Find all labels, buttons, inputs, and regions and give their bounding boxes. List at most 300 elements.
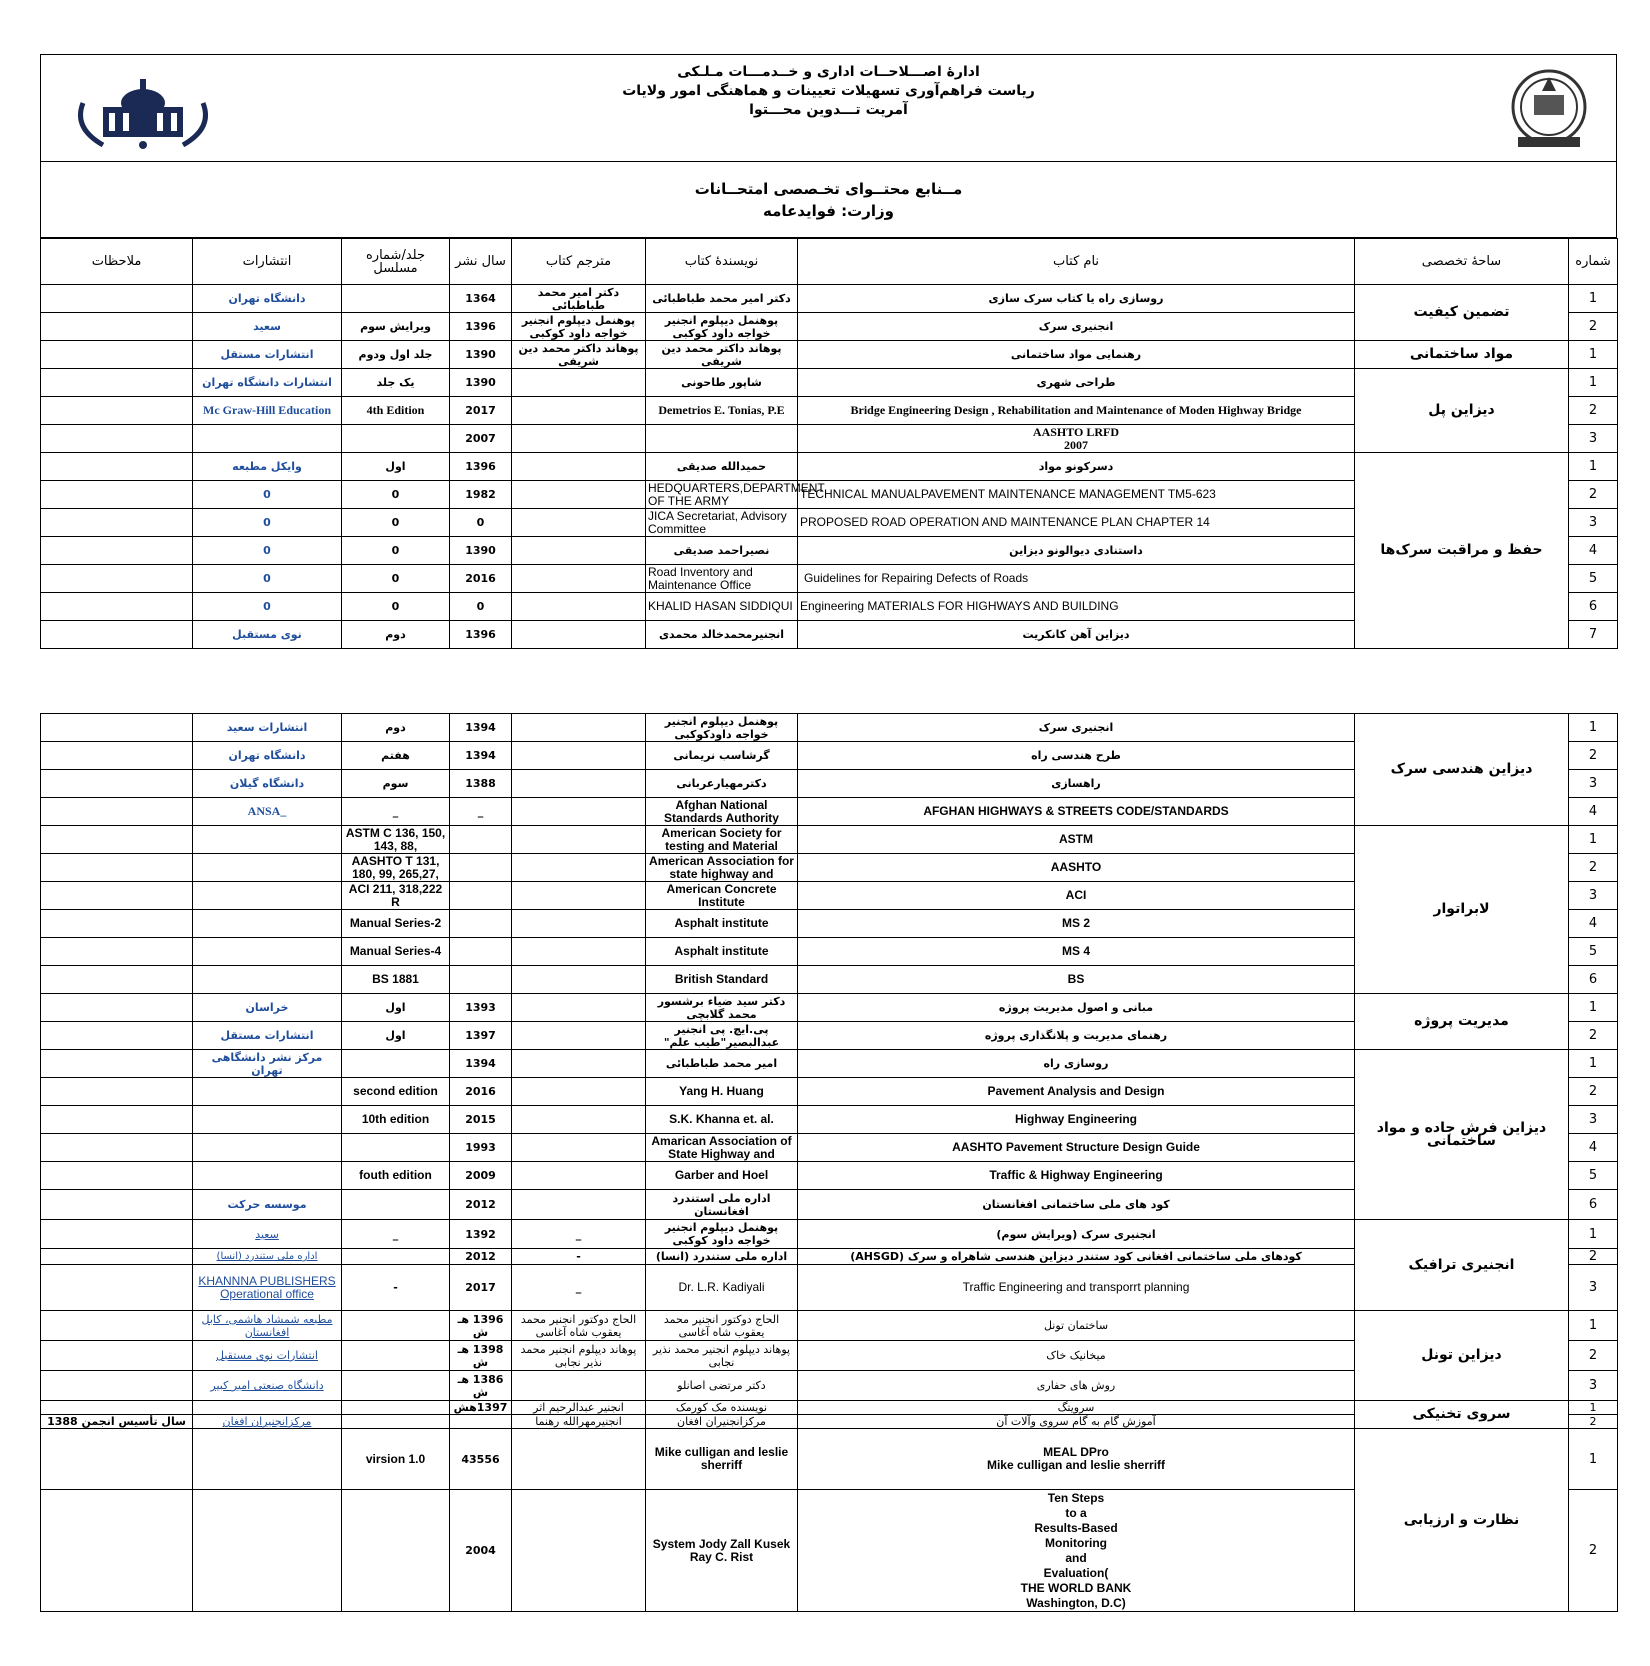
book-cell: میخانیک خاک <box>798 1341 1355 1371</box>
volume-cell: هفتم <box>342 742 450 770</box>
author-cell: اداره ملی استندرد افغانستان <box>646 1190 798 1220</box>
book-title-line: Ten Steps <box>1047 1490 1105 1505</box>
year-cell: 2016 <box>450 565 512 593</box>
publisher-cell: 0 <box>193 509 342 537</box>
table-row <box>41 1050 1618 1078</box>
author-cell: پوهنمل دیپلوم انجنیر خواجه داود کوکبی <box>646 313 798 341</box>
document-title-band <box>40 161 1617 238</box>
publisher-cell <box>193 425 342 453</box>
publisher-cell <box>193 1401 342 1415</box>
volume-cell: Manual Series-2 <box>342 910 450 938</box>
year-cell: 1993 <box>450 1134 512 1162</box>
book-cell: BS <box>798 966 1355 994</box>
volume-cell: 10th edition <box>342 1106 450 1134</box>
author-cell: مرکزانجنیران افغان <box>646 1415 798 1429</box>
volume-cell <box>342 1249 450 1265</box>
translator-cell: دکتر امیر محمد طباطبائی <box>512 285 646 313</box>
year-cell: 1390 <box>450 369 512 397</box>
author-cell: شاپور طاحونی <box>646 369 798 397</box>
book-cell: Guidelines for Repairing Defects of Roads <box>798 565 1355 593</box>
book-cell: آموزش گام به گام سروی وآلات آن <box>798 1415 1355 1429</box>
author-cell: پوهاند داکتر محمد دین شریفی <box>646 341 798 369</box>
area-geometric: دیزاین هندسی سرک <box>1355 714 1569 826</box>
author-cell: KHALID HASAN SIDDIQUI <box>646 593 798 621</box>
number-cell: 3 <box>1569 1106 1618 1134</box>
col-area: ساحهٔ تخصصی <box>1355 239 1569 285</box>
year-cell: 1386 هـ ش <box>450 1371 512 1401</box>
book-cell: طرح هندسی راه <box>798 742 1355 770</box>
book-cell <box>798 1490 1355 1612</box>
author-cell: دکتر امیر محمد طباطبائی <box>646 285 798 313</box>
volume-cell: BS 1881 <box>342 966 450 994</box>
area-quality: تضمین کیفیت <box>1355 285 1569 341</box>
national-emblem-icon <box>1506 65 1592 153</box>
volume-cell: اول <box>342 1022 450 1050</box>
author-cell: امیر محمد طباطبائی <box>646 1050 798 1078</box>
number-cell: 2 <box>1569 313 1618 341</box>
book-title-line: AASHTO LRFD <box>1032 424 1120 439</box>
year-cell: 2015 <box>450 1106 512 1134</box>
author-cell: American Association for state highway and <box>646 854 798 882</box>
volume-cell: AASHTO T 131, 180, 99, 265,27, <box>342 854 450 882</box>
publisher-cell: انتشارات سعید <box>193 714 342 742</box>
translator-cell: انجنیر عبدالرحیم اثر <box>512 1401 646 1415</box>
number-cell: 6 <box>1569 966 1618 994</box>
volume-cell: اول <box>342 994 450 1022</box>
ministry-label: وزارت: فوایدعامه <box>763 202 894 220</box>
translator-cell <box>512 509 646 537</box>
book-title-line: to a <box>1065 1505 1087 1520</box>
book-cell: Traffic & Highway Engineering <box>798 1162 1355 1190</box>
volume-cell: Manual Series-4 <box>342 938 450 966</box>
col-year: سال نشر <box>450 239 512 285</box>
area-tunnel: دیزاین تونل <box>1355 1311 1569 1401</box>
year-cell: 1390 <box>450 341 512 369</box>
year-cell: 2007 <box>450 425 512 453</box>
volume-cell <box>342 285 450 313</box>
year-cell: 1394 <box>450 1050 512 1078</box>
publisher-cell <box>193 1162 342 1190</box>
area-maintenance: حفظ و مراقبت سرک‌ها <box>1355 453 1569 649</box>
translator-cell <box>512 621 646 649</box>
book-cell: روسازی راه <box>798 1050 1355 1078</box>
resources-table-part-2 <box>40 713 1618 1612</box>
book-cell: داستنادی دیوالونو دیزاین <box>798 537 1355 565</box>
publisher-cell <box>193 1134 342 1162</box>
author-cell: گرشاسب نریمانی <box>646 742 798 770</box>
area-traffic: انجنیری ترافیک <box>1355 1220 1569 1311</box>
col-book: نام کتاب <box>798 239 1355 285</box>
translator-cell <box>512 1371 646 1401</box>
author-cell: پوهنمل دیپلوم انجنیر خواجه داودکوکبی <box>646 714 798 742</box>
book-cell: روسازی راه یا کتاب سرک سازی <box>798 285 1355 313</box>
book-cell: کودهای ملی ساختمانی افغانی کود ستندر دیزاین هندسی شاهراه و سرک (AHSGD) <box>798 1249 1355 1265</box>
volume-cell <box>342 1050 450 1078</box>
area-pavement: دیزاین فرش جاده و مواد ساختمانی <box>1355 1050 1569 1220</box>
org-line-3: آمریت تـــدوین محـــتوا <box>749 102 908 118</box>
translator-cell <box>512 481 646 509</box>
publisher-cell: انتشارات مستقل <box>193 341 342 369</box>
author-cell: Asphalt institute <box>646 938 798 966</box>
publisher-link[interactable]: انتشارات نوی مستقبل <box>193 1341 342 1371</box>
publisher-link[interactable]: KHANNNA PUBLISHERS Operational office <box>193 1265 342 1311</box>
book-cell: TECHNICAL MANUALPAVEMENT MAINTENANCE MANAGEMENT TM5-623 <box>798 481 1355 509</box>
number-cell: 3 <box>1569 1371 1618 1401</box>
volume-cell: 0 <box>342 509 450 537</box>
volume-cell: 0 <box>342 537 450 565</box>
publisher-cell: نوی مستقبل <box>193 621 342 649</box>
number-cell: 1 <box>1569 714 1618 742</box>
number-cell: 2 <box>1569 1249 1618 1265</box>
author-cell: Dr. L.R. Kadiyali <box>646 1265 798 1311</box>
area-lab: لابراتوار <box>1355 826 1569 994</box>
number-cell: 2 <box>1569 742 1618 770</box>
author-cell: نویسنده مک کورمک <box>646 1401 798 1415</box>
org-line-2: ریاست فراهم‌آوری تسهیلات تعیینات و هماهنگی امور ولایات <box>622 83 1035 99</box>
book-title-line: Evaluation( <box>1043 1565 1109 1580</box>
author-cell: انجنیرمحمدخالد محمدی <box>646 621 798 649</box>
publisher-link[interactable]: مرکزانجنیران افغان <box>193 1415 342 1429</box>
publisher-cell: سعید <box>193 313 342 341</box>
volume-cell: 0 <box>342 565 450 593</box>
translator-cell <box>512 565 646 593</box>
number-cell: 2 <box>1569 854 1618 882</box>
author-cell: حمیدالله صدیقی <box>646 453 798 481</box>
book-cell: رهنمایی مواد ساختمانی <box>798 341 1355 369</box>
year-cell: 1397 <box>450 1022 512 1050</box>
volume-cell: سوم <box>342 770 450 798</box>
volume-cell <box>342 1134 450 1162</box>
number-cell: 5 <box>1569 565 1618 593</box>
translator-cell: _ <box>512 1265 646 1311</box>
column-header-row <box>41 239 1618 285</box>
publisher-cell: 0 <box>193 537 342 565</box>
col-author: نویسندهٔ کتاب <box>646 239 798 285</box>
book-cell: ساختمان تونل <box>798 1311 1355 1341</box>
book-cell: AASHTO Pavement Structure Design Guide <box>798 1134 1355 1162</box>
area-monitoring: نظارت و ارزیابی <box>1355 1429 1569 1612</box>
number-cell: 5 <box>1569 938 1618 966</box>
area-survey: سروی تخنیکی <box>1355 1401 1569 1429</box>
col-publisher: انتشارات <box>193 239 342 285</box>
translator-cell <box>512 453 646 481</box>
author-cell: اداره ملی ستندرد (انسا) <box>646 1249 798 1265</box>
book-cell: Highway Engineering <box>798 1106 1355 1134</box>
year-cell: 2004 <box>450 1490 512 1612</box>
number-cell: 2 <box>1569 1022 1618 1050</box>
book-cell: AFGHAN HIGHWAYS & STREETS CODE/STANDARDS <box>798 798 1355 826</box>
book-cell <box>798 1429 1355 1490</box>
table-row <box>41 1429 1618 1490</box>
book-cell: روش های حفاری <box>798 1371 1355 1401</box>
volume-cell: virsion 1.0 <box>342 1429 450 1490</box>
volume-cell: اول <box>342 453 450 481</box>
year-cell: 2012 <box>450 1249 512 1265</box>
number-cell: 1 <box>1569 1311 1618 1341</box>
number-cell: 1 <box>1569 1401 1618 1415</box>
publisher-cell: مرکز نشر دانشگاهی تهران <box>193 1050 342 1078</box>
number-cell: 3 <box>1569 425 1618 453</box>
number-cell: 1 <box>1569 826 1618 854</box>
col-notes: ملاحظات <box>41 239 193 285</box>
book-cell: MS 2 <box>798 910 1355 938</box>
author-cell: پوهاند دیپلوم انجنیر محمد نذیر نجابی <box>646 1341 798 1371</box>
number-cell: 2 <box>1569 1490 1618 1612</box>
year-cell: 2017 <box>450 397 512 425</box>
number-cell: 6 <box>1569 593 1618 621</box>
translator-cell <box>512 537 646 565</box>
number-cell: 1 <box>1569 369 1618 397</box>
table-row <box>41 714 1618 742</box>
year-cell <box>450 1415 512 1429</box>
book-title-line: Mike culligan and leslie sherriff <box>986 1458 1166 1472</box>
table-row <box>41 341 1618 369</box>
book-cell: انجنیری سرک (ویرایش سوم) <box>798 1220 1355 1249</box>
publisher-cell: ANSA_ <box>193 798 342 826</box>
author-cell: Demetrios E. Tonias, P.E <box>646 397 798 425</box>
volume-cell: 4th Edition <box>342 397 450 425</box>
col-translator: مترجم کتاب <box>512 239 646 285</box>
number-cell: 4 <box>1569 537 1618 565</box>
book-cell: AASHTO <box>798 854 1355 882</box>
year-cell: 1398 هـ ش <box>450 1341 512 1371</box>
area-materials: مواد ساختمانی <box>1355 341 1569 369</box>
volume-cell: _ <box>342 1220 450 1249</box>
author-cell: British Standard <box>646 966 798 994</box>
book-title-line: Washington, D.C) <box>1026 1595 1126 1610</box>
volume-cell: ویرایش سوم <box>342 313 450 341</box>
notes-cell: سال تأسیس انجمن 1388 <box>41 1415 193 1429</box>
author-cell: Yang H. Huang <box>646 1078 798 1106</box>
author-cell: JICA Secretariat, Advisory Committee <box>646 509 798 537</box>
year-cell: 1364 <box>450 285 512 313</box>
publisher-cell <box>193 1078 342 1106</box>
volume-cell: _ <box>342 798 450 826</box>
publisher-cell <box>193 1106 342 1134</box>
number-cell: 4 <box>1569 910 1618 938</box>
publisher-cell: 0 <box>193 481 342 509</box>
area-bridge: دیزاین پل <box>1355 369 1569 453</box>
book-cell: Engineering MATERIALS FOR HIGHWAYS AND BUILDING <box>798 593 1355 621</box>
volume-cell <box>342 1190 450 1220</box>
number-cell: 5 <box>1569 1162 1618 1190</box>
publisher-cell: وایکل مطبعه <box>193 453 342 481</box>
year-cell: 1397هش <box>450 1401 512 1415</box>
volume-cell: - <box>342 1265 450 1311</box>
book-cell: راهسازی <box>798 770 1355 798</box>
year-cell: 0 <box>450 593 512 621</box>
number-cell: 1 <box>1569 285 1618 313</box>
volume-cell: fouth edition <box>342 1162 450 1190</box>
author-cell: الحاج دوکتور انجنیر محمد یعقوب شاه آغاسی <box>646 1311 798 1341</box>
year-cell: 0 <box>450 509 512 537</box>
author-cell: Asphalt institute <box>646 910 798 938</box>
number-cell: 1 <box>1569 994 1618 1022</box>
book-cell: دسرکونو مواد <box>798 453 1355 481</box>
number-cell: 1 <box>1569 1429 1618 1490</box>
volume-cell: جلد اول ودوم <box>342 341 450 369</box>
author-cell: پی.ایچ. پی انجنیر عبدالبصیر"طیب علم" <box>646 1022 798 1050</box>
number-cell: 2 <box>1569 397 1618 425</box>
translator-cell: _ <box>512 1220 646 1249</box>
author-cell: System Jody Zall Kusek Ray C. Rist <box>646 1490 798 1612</box>
table-row <box>41 1311 1618 1341</box>
year-cell: 1390 <box>450 537 512 565</box>
book-title-line: Results-Based <box>1034 1520 1118 1535</box>
publisher-cell: دانشگاه تهران <box>193 285 342 313</box>
year-cell: 1982 <box>450 481 512 509</box>
year-cell: 1392 <box>450 1220 512 1249</box>
translator-cell: الحاج دوکتور انجنیر محمد یعقوب شاه آغاسی <box>512 1311 646 1341</box>
publisher-cell: 0 <box>193 565 342 593</box>
number-cell: 7 <box>1569 621 1618 649</box>
document-title: مــنابع محتــوای تخـصصی امتحــانات <box>694 180 963 198</box>
translator-cell: پوهاند دیپلوم انجنیر محمد نذیر نجابی <box>512 1341 646 1371</box>
volume-cell: دوم <box>342 621 450 649</box>
book-cell: ASTM <box>798 826 1355 854</box>
volume-cell: ACI 211, 318,222 R <box>342 882 450 910</box>
volume-cell: 0 <box>342 593 450 621</box>
book-title-line: 2007 <box>1064 437 1088 452</box>
author-cell: S.K. Khanna et. al. <box>646 1106 798 1134</box>
book-cell: کود های ملی ساختمانی افغانستان <box>798 1190 1355 1220</box>
number-cell: 2 <box>1569 1415 1618 1429</box>
number-cell: 1 <box>1569 1220 1618 1249</box>
publisher-cell: دانشگاه تهران <box>193 742 342 770</box>
publisher-link[interactable]: سعید <box>193 1220 342 1249</box>
translator-cell: - <box>512 1249 646 1265</box>
number-cell: 2 <box>1569 1341 1618 1371</box>
table-row <box>41 369 1618 397</box>
publisher-cell: Mc Graw-Hill Education <box>193 397 342 425</box>
translator-cell: انجنیرمهرالله رهنما <box>512 1415 646 1429</box>
publisher-cell: موسسه حرکت <box>193 1190 342 1220</box>
translator-cell: پوهنمل دیپلوم انجنیر خواجه داود کوکبی <box>512 313 646 341</box>
table-row <box>41 1220 1618 1249</box>
book-cell: Bridge Engineering Design , Rehabilitation and Maintenance of Moden Highway Bridge <box>798 397 1355 425</box>
author-cell <box>646 425 798 453</box>
year-cell: 1396 هـ ش <box>450 1311 512 1341</box>
number-cell: 1 <box>1569 1050 1618 1078</box>
year-cell: 2012 <box>450 1190 512 1220</box>
book-cell: ACI <box>798 882 1355 910</box>
year-cell: 1396 <box>450 621 512 649</box>
book-title-line: Monitoring <box>1045 1535 1107 1550</box>
year-cell: 1396 <box>450 313 512 341</box>
translator-cell <box>512 425 646 453</box>
year-cell: 1388 <box>450 770 512 798</box>
number-cell: 3 <box>1569 1265 1618 1311</box>
author-cell: نصیراحمد صدیقی <box>646 537 798 565</box>
number-cell: 6 <box>1569 1190 1618 1220</box>
book-cell: Traffic Engineering and transporrt planning <box>798 1265 1355 1311</box>
book-cell: دیزاین آهن کانکریت <box>798 621 1355 649</box>
book-cell <box>798 425 1355 453</box>
author-cell: Mike culligan and leslie sherriff <box>646 1429 798 1490</box>
year-cell: 1396 <box>450 453 512 481</box>
author-cell: HEDQUARTERS,DEPARTMENT OF THE ARMY <box>646 481 798 509</box>
table-row <box>41 285 1618 313</box>
book-title-line: and <box>1065 1550 1087 1565</box>
translator-cell <box>512 397 646 425</box>
author-cell: دکتر سید ضیاء برشسور محمد گلابچی <box>646 994 798 1022</box>
author-cell: پوهنمل دیپلوم انجنیر خواجه داود کوکبی <box>646 1220 798 1249</box>
year-cell: 1393 <box>450 994 512 1022</box>
number-cell: 4 <box>1569 1134 1618 1162</box>
year-cell: _ <box>450 798 512 826</box>
author-cell: American Society for testing and Material <box>646 826 798 854</box>
publisher-link[interactable]: اداره ملی ستندرد (انسا) <box>193 1249 342 1265</box>
book-cell: رهنمای مدیریت و پلانگذاری پروژه <box>798 1022 1355 1050</box>
area-project: مدیریت پروژه <box>1355 994 1569 1050</box>
number-cell: 1 <box>1569 341 1618 369</box>
number-cell: 3 <box>1569 882 1618 910</box>
volume-cell: 0 <box>342 481 450 509</box>
book-cell: انجنیری سرک <box>798 313 1355 341</box>
translator-cell <box>512 593 646 621</box>
table-row <box>41 1401 1618 1415</box>
publisher-cell: انتشارات دانشگاه تهران <box>193 369 342 397</box>
notes-cell <box>41 1401 193 1415</box>
book-cell: مبانی و اصول مدیریت پروژه <box>798 994 1355 1022</box>
book-cell: طراحی شهری <box>798 369 1355 397</box>
org-line-1: ادارهٔ اصـــلاحــات اداری و خــدمـــات مـلـکی <box>677 64 980 80</box>
translator-cell <box>512 369 646 397</box>
publisher-cell: انتشارات مستقل <box>193 1022 342 1050</box>
publisher-cell: دانشگاه گیلان <box>193 770 342 798</box>
col-volume: جلد/شماره مسلسل <box>342 239 450 285</box>
number-cell: 3 <box>1569 509 1618 537</box>
number-cell: 4 <box>1569 798 1618 826</box>
book-cell: انجنیری سرک <box>798 714 1355 742</box>
year-cell: 43556 <box>450 1429 512 1490</box>
resources-table-part-1 <box>40 238 1618 649</box>
book-cell: Pavement Analysis and Design <box>798 1078 1355 1106</box>
author-cell: Amarican Association of State Highway and <box>646 1134 798 1162</box>
author-cell: Garber and Hoel <box>646 1162 798 1190</box>
author-cell: Road Inventory and Maintenance Office <box>646 565 798 593</box>
table-row <box>41 453 1618 481</box>
author-cell: American Concrete Institute <box>646 882 798 910</box>
book-cell: MS 4 <box>798 938 1355 966</box>
col-number: شماره <box>1569 239 1618 285</box>
publisher-link[interactable]: مطبعه شمشاد هاشمی، کابل افغانستان <box>193 1311 342 1341</box>
volume-cell: ASTM C 136, 150, 143, 88, <box>342 826 450 854</box>
year-cell: 2016 <box>450 1078 512 1106</box>
book-title-line: THE WORLD BANK <box>1020 1580 1132 1595</box>
translator-cell: پوهاند داکتر محمد دین شریفی <box>512 341 646 369</box>
volume-cell: second edition <box>342 1078 450 1106</box>
number-cell: 2 <box>1569 481 1618 509</box>
volume-cell: یک جلد <box>342 369 450 397</box>
book-cell: سرویتگ <box>798 1401 1355 1415</box>
year-cell: 1394 <box>450 714 512 742</box>
book-cell: PROPOSED ROAD OPERATION AND MAINTENANCE PLAN CHAPTER 14 <box>798 509 1355 537</box>
volume-cell <box>342 425 450 453</box>
volume-cell: دوم <box>342 714 450 742</box>
year-cell: 2009 <box>450 1162 512 1190</box>
table-row <box>41 994 1618 1022</box>
author-cell: دکتر مرتضی اصانلو <box>646 1371 798 1401</box>
table-row <box>41 826 1618 854</box>
publisher-cell: خراسان <box>193 994 342 1022</box>
author-cell: دکترمهیارعربانی <box>646 770 798 798</box>
number-cell: 1 <box>1569 453 1618 481</box>
year-cell: 1394 <box>450 742 512 770</box>
book-title-line: MEAL DPro <box>1043 1445 1109 1459</box>
publisher-link[interactable]: دانشگاه صنعتی امیر کبیر <box>193 1371 342 1401</box>
publisher-cell: 0 <box>193 593 342 621</box>
